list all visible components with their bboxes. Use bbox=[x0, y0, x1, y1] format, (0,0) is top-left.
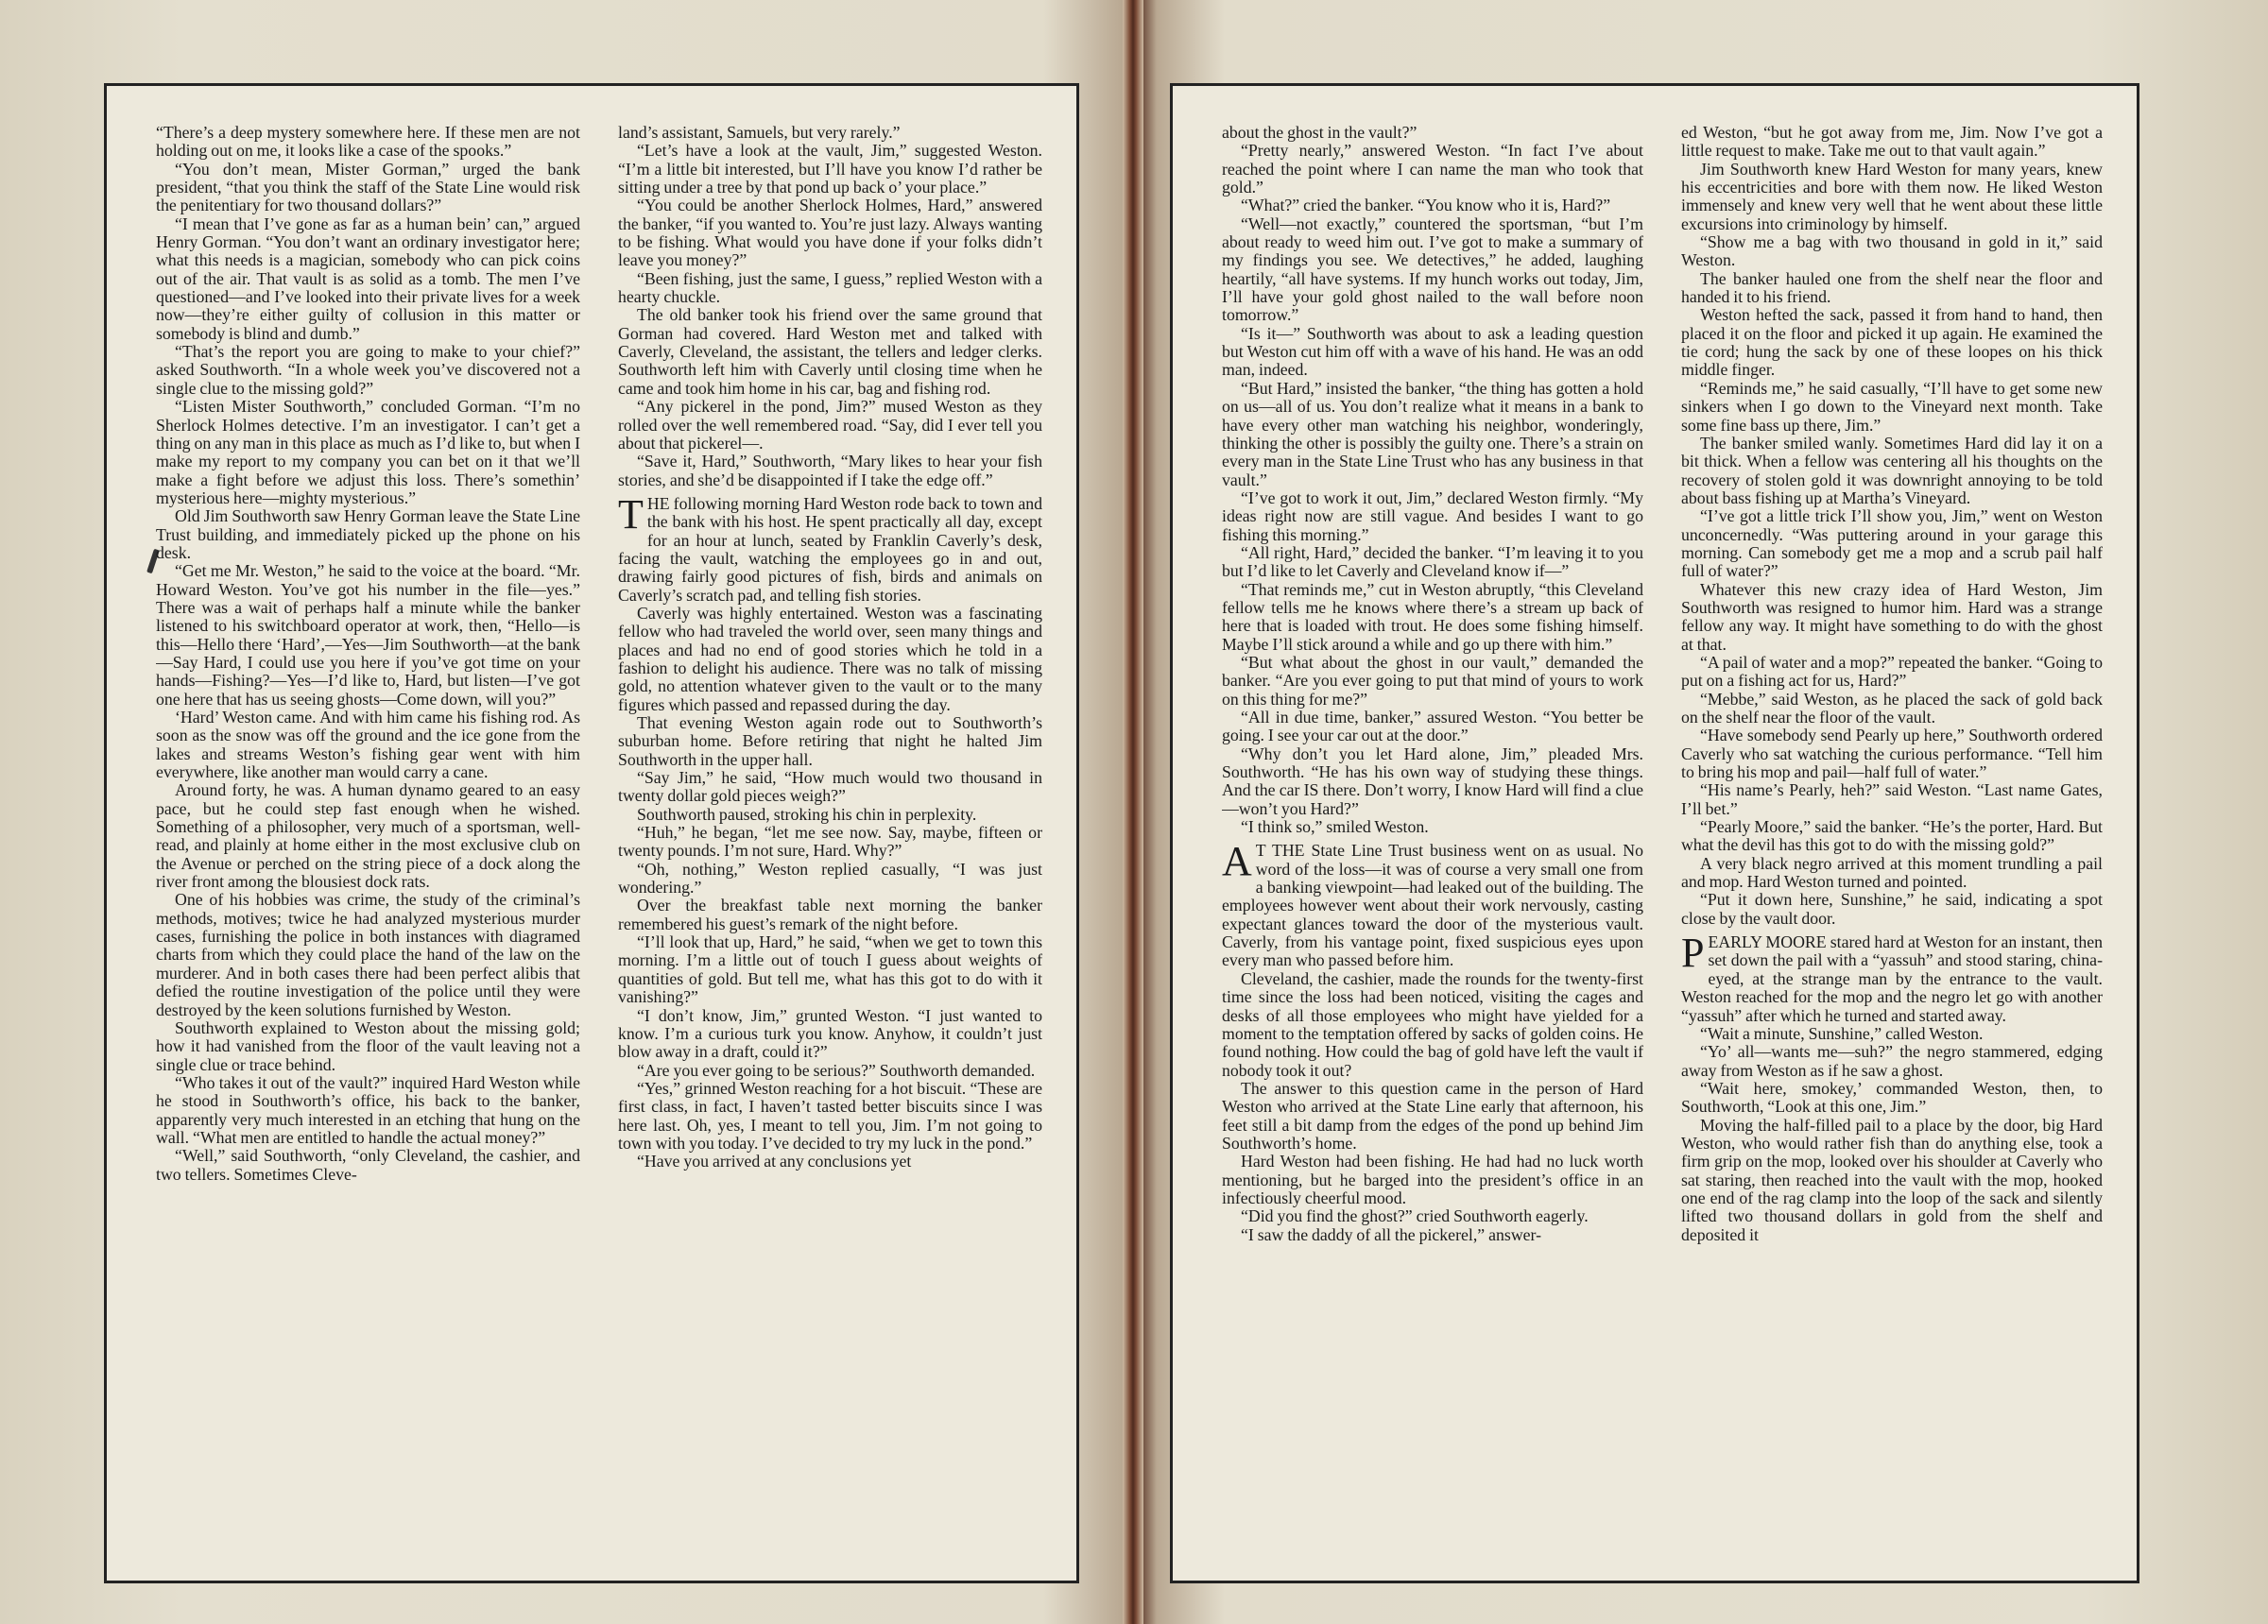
paragraph: “Been fishing, just the same, I guess,” replied Weston with a hearty chuckle. bbox=[618, 268, 1042, 307]
paragraph: Weston hefted the sack, passed it from hand to hand, then placed it on the floor and picked it up again. He examined the tie cord; hung the sack by one of these loopes on his thick middle finger. bbox=[1681, 305, 2103, 380]
paragraph: AT THE State Line Trust business went on as usual. No word of the loss—it was of course a very small one from a banking viewpoint—had leaked out of the building. The employees however went about their work nervously, casting expectant glances toward the door of the mysterious vault. Caverly, from his vantage point, fixed suspicious eyes upon every man who passed before him. bbox=[1222, 838, 1643, 970]
paragraph: “Save it, Hard,” Southworth, “Mary likes to hear your fish stories, and she’d be disappointed if I take the edge off.” bbox=[618, 452, 1042, 489]
left-page-column-1 bbox=[156, 124, 580, 1560]
paragraph: “Mebbe,” said Weston, as he placed the sack of gold back on the shelf near the floor of the vault. bbox=[1681, 689, 2103, 727]
book-gutter bbox=[1123, 0, 1143, 1624]
right-page bbox=[1170, 83, 2139, 1583]
right-page-columns bbox=[1222, 124, 2103, 1560]
paragraph: “Show me a bag with two thousand in gold in it,” said Weston. bbox=[1681, 232, 2103, 270]
paragraph: “I’ve got a little trick I’ll show you, Jim,” went on Weston unconcernedly. “Was puttering around in your garage this morning. Can somebody get me a mop and a scrub pail half full of water?” bbox=[1681, 506, 2103, 581]
paragraph: The banker hauled one from the shelf near the floor and handed it to his friend. bbox=[1681, 268, 2103, 307]
paragraph: “That’s the report you are going to make to your chief?” asked Southworth. “In a whole week you’ve discovered not a single clue to the missing gold?” bbox=[156, 342, 580, 398]
paragraph: “Wait here, smokey,’ commanded Weston, then, to Southworth, “Look at this one, Jim.” bbox=[1681, 1078, 2103, 1117]
paragraph: The banker smiled wanly. Sometimes Hard did lay it on a bit thick. When a fellow was centering all his thoughts on the recovery of stolen gold it was downright annoying to be told about bass fishing up at Martha’s Vineyard. bbox=[1681, 433, 2103, 507]
paragraph: ‘Hard’ Weston came. And with him came his fishing rod. As soon as the snow was off the ground and the ice gone from the lakes and streams Weston’s fishing gear went with him everywhere, like another man would carry a cane. bbox=[156, 708, 580, 782]
paragraph: “I think so,” smiled Weston. bbox=[1241, 817, 1429, 837]
paragraph: “Huh,” he began, “let me see now. Say, maybe, fifteen or twenty pounds. I’m not sure, Hard. Why?” bbox=[618, 823, 1042, 861]
paragraph: Around forty, he was. A human dynamo geared to an easy pace, but he could step fast enough when he wished. Something of a philosopher, very much of a sportsman, well-read, and plainly at home either in the most exclusive club on the Avenue or perched on the string piece of a dock along the river front among the blousiest dock rats. bbox=[156, 780, 580, 892]
paragraph: “But Hard,” insisted the banker, “the thing has gotten a hold on us—all of us. You don’t realize what it means in a bank to have every other man watching his neighbor, wonderingly, thinking the other is possibly the guilty one. There’s a strain on every man in the State Line Trust who has any business in that vault.” bbox=[1222, 378, 1643, 489]
paragraph: “Are you ever going to be serious?” Southworth demanded. bbox=[637, 1060, 1036, 1080]
paragraph: The old banker took his friend over the same ground that Gorman had covered. Hard Weston met and talked with Caverly, Cleveland, the assistant, the tellers and ledger clerks. Southworth left him with Caverly until closing time when he came and took him home in his car, bag and fishing rod. bbox=[618, 305, 1042, 398]
paragraph: THE following morning Hard Weston rode back to town and the bank with his host. He spent practically all day, except for an hour at lunch, seated by Franklin Caverly’s desk, facing the vault, watching the employees go in and out, drawing fairly good pictures of fish, birds and animals on Caverly’s scratch pad, and telling fish stories. bbox=[618, 490, 1042, 605]
paragraph: “Let’s have a look at the vault, Jim,” suggested Weston. “I’m a little bit interested, but I’ll have you know I’d rather be sitting under a tree by that pond up back o’ your place.” bbox=[618, 141, 1042, 197]
paragraph: Moving the half-filled pail to a place by the door, big Hard Weston, who would rather fish than do anything else, took a firm grip on the mop, looked over his shoulder at Caverly who sat staring, then reached into the vault with the mop, hooked one end of the rag clamp into the loop of the sack and silently lifted two thousand dollars in gold from the shelf and deposited it bbox=[1681, 1115, 2103, 1244]
paragraph: Southworth paused, stroking his chin in perplexity. bbox=[637, 804, 977, 824]
paragraph: “Well,” said Southworth, “only Cleveland, the cashier, and two tellers. Sometimes Cleve- bbox=[156, 1146, 580, 1184]
paragraph: “I mean that I’ve gone as far as a human bein’ can,” argued Henry Gorman. “You don’t want an ordinary investigator here; what this needs is a magician, somebody who can pick coins out of the air. That vault is as solid as a tomb. The men I’ve questioned—and I’ve looked into their private lives for a week now—they’re either guilty of collusion in this matter or somebody is blind and dumb.” bbox=[156, 214, 580, 343]
paragraph: “What?” cried the banker. “You know who it is, Hard?” bbox=[1241, 196, 1611, 215]
paragraph: “Is it—” Southworth was about to ask a leading question but Weston cut him off with a wave of his hand. He was an odd man, indeed. bbox=[1222, 323, 1643, 380]
paragraph: “Put it down here, Sunshine,” he said, indicating a spot close by the vault door. bbox=[1681, 890, 2103, 928]
paragraph: “Yo’ all—wants me—suh?” the negro stammered, edging away from Weston as if he saw a ghost. bbox=[1681, 1042, 2103, 1080]
paragraph: The answer to this question came in the person of Hard Weston who arrived at the State Line early that afternoon, his feet still a bit damp from the edges of the pond up behind Jim Southworth’s home. bbox=[1222, 1078, 1643, 1153]
left-page-column-2 bbox=[618, 124, 1042, 1560]
paragraph: Over the breakfast table next morning the banker remembered his guest’s remark of the night before. bbox=[618, 896, 1042, 933]
paragraph: Hard Weston had been fishing. He had had no luck worth mentioning, but he barged into the president’s office in an infectiously cheerful mood. bbox=[1222, 1152, 1643, 1207]
paragraph: “Have somebody send Pearly up here,” Southworth ordered Caverly who sat watching the curious performance. “Tell him to bring his mop and pail—half full of water.” bbox=[1681, 726, 2103, 782]
left-page bbox=[104, 83, 1079, 1583]
paragraph: land’s assistant, Samuels, but very rarely.” bbox=[618, 124, 901, 142]
paragraph: “Get me Mr. Weston,” he said to the voice at the board. “Mr. Howard Weston. You’ve got his number in the file—yes.” There was a wait of perhaps half a minute while the banker listened to his switchboard operator at work, then, “Hello—is this—Hello there ‘Hard’,—Yes—Jim Southworth—at the bank—Say Hard, I could use you here if you’ve got time on your hands—Fishing?—Yes—I’d like to, Hard, but listen—I’ve got one here that has us seeing ghosts—Come down, will you?” bbox=[156, 561, 580, 709]
right-page-column-2 bbox=[1681, 124, 2103, 1560]
paragraph: Whatever this new crazy idea of Hard Weston, Jim Southworth was resigned to humor him. Hard was a strange fellow any way. It might have something to do with the ghost at that. bbox=[1681, 579, 2103, 654]
right-page-column-1 bbox=[1222, 124, 1643, 1560]
paragraph: “All in due time, banker,” assured Weston. “You better be going. I see your car out at the door.” bbox=[1222, 708, 1643, 745]
paragraph: “There’s a deep mystery somewhere here. If these men are not holding out on me, it looks like a case of the spooks.” bbox=[156, 124, 580, 161]
paragraph: “Well—not exactly,” countered the sportsman, “but I’m about ready to weed him out. I’ve got to make a summary of my findings you see. We detectives,” he added, laughing heartily, “all have systems. If my hunch works out today, Jim, I’ll have your gold ghost nailed to the wall before noon tomorrow.” bbox=[1222, 214, 1643, 325]
paragraph: “Reminds me,” he said casually, “I’ll have to get some new sinkers when I go down to the Vineyard next month. Take some fine bass up there, Jim.” bbox=[1681, 378, 2103, 435]
paragraph: “Yes,” grinned Weston reaching for a hot biscuit. “These are first class, in fact, I haven’t tasted better biscuits since I was here last. Oh, yes, I meant to tell you, Jim. I’m not going to town with you today. I’ve decided to try my luck in the pond.” bbox=[618, 1078, 1042, 1153]
paragraph: “You don’t mean, Mister Gorman,” urged the bank president, “that you think the staff of the State Line would risk the penitentiary for two thousand dollars?” bbox=[156, 159, 580, 215]
paragraph: “Have you arrived at any conclusions yet bbox=[637, 1152, 912, 1171]
paragraph: “I saw the daddy of all the pickerel,” answer- bbox=[1241, 1224, 1542, 1244]
paragraph: “Did you find the ghost?” cried Southworth eagerly. bbox=[1241, 1206, 1589, 1226]
paragraph: Cleveland, the cashier, made the rounds for the twenty-first time since the loss had been noticed, visiting the cages and desks of all those employees who might have yielded for a moment to the temptation offered by sacks of golden coins. He found nothing. How could the bag of gold have left the vault if nobody took it out? bbox=[1222, 968, 1643, 1080]
paragraph: “Oh, nothing,” Weston replied casually, “I was just wondering.” bbox=[618, 859, 1042, 897]
paragraph: “I’ll look that up, Hard,” he said, “when we get to town this morning. I’m a little out of touch I guess about weights of quantities of gold. But tell me, what has this got to do with it vanishing?” bbox=[618, 932, 1042, 1007]
paragraph: That evening Weston again rode out to Southworth’s suburban home. Before retiring that night he halted Jim Southworth in the upper hall. bbox=[618, 713, 1042, 769]
paragraph: Jim Southworth knew Hard Weston for many years, knew his eccentricities and bore with them now. He liked Weston immensely and knew very well that he went about these little excursions into criminology by himself. bbox=[1681, 159, 2103, 233]
paragraph: about the ghost in the vault?” bbox=[1222, 124, 1418, 142]
paragraph: “Say Jim,” he said, “How much would two thousand in twenty dollar gold pieces weigh?” bbox=[618, 768, 1042, 806]
paragraph: “Why don’t you let Hard alone, Jim,” pleaded Mrs. Southworth. “He has his own way of studying these things. And the car IS there. Don’t worry, I know Hard will find a clue—won’t you Hard?” bbox=[1222, 744, 1643, 818]
paragraph: PEARLY MOORE stared hard at Weston for an instant, then set down the pail with a “yassuh” and stood staring, china-eyed, at the strange man by the entrance to the vault. Weston reached for the mop and the negro let go with another “yassuh” after which he turned and started away. bbox=[1681, 930, 2103, 1025]
paragraph: “That reminds me,” cut in Weston abruptly, “this Cleveland fellow tells me he knows where there’s a stream up back of here that is loaded with trout. He does some fishing himself. Maybe I’ll stick around a while and go up there with him.” bbox=[1222, 579, 1643, 654]
paragraph: “All right, Hard,” decided the banker. “I’m leaving it to you but I’d like to let Caverly and Cleveland know if—” bbox=[1222, 542, 1643, 581]
paragraph: One of his hobbies was crime, the study of the criminal’s methods, motives; twice he had analyzed mysterious murder cases, furnishing the police in both instances with diagramed charts from which they could place the hand of the law on the murderer. And in both cases there had been perfect alibis that defied the routine investigation of the police until they were destroyed by the keen solutions furnished by Weston. bbox=[156, 890, 580, 1019]
paragraph: “Pearly Moore,” said the banker. “He’s the porter, Hard. But what the devil has this got to do with the missing gold?” bbox=[1681, 817, 2103, 855]
paragraph: “Pretty nearly,” answered Weston. “In fact I’ve about reached the point where I can name the man who took that gold.” bbox=[1222, 141, 1643, 197]
paragraph: “But what about the ghost in our vault,” demanded the banker. “Are you ever going to put that mind of yours to work on this thing for me?” bbox=[1222, 652, 1643, 709]
paragraph: “Listen Mister Southworth,” concluded Gorman. “I’m no Sherlock Holmes detective. I’m an investigator. I can’t get a thing on any man in this place as much as I’d like to, but when I make my report to my company you can bet on it that we’ll make a fight before we adjust this loss. There’s somethin’ mysterious here—mighty mysterious.” bbox=[156, 397, 580, 507]
paragraph: A very black negro arrived at this moment trundling a pail and mop. Hard Weston turned and pointed. bbox=[1681, 853, 2103, 892]
paragraph: ed Weston, “but he got away from me, Jim. Now I’ve got a little request to make. Take me out to that vault again.” bbox=[1681, 124, 2103, 161]
left-page-columns bbox=[156, 124, 1042, 1560]
paragraph: “I don’t know, Jim,” grunted Weston. “I just wanted to know. I’m a curious turk you know. Anyhow, it couldn’t just blow away in a draft, could it?” bbox=[618, 1005, 1042, 1062]
paragraph: “You could be another Sherlock Holmes, Hard,” answered the banker, “if you wanted to. You’re just lazy. Always wanting to be fishing. What would you have done if your folks didn’t leave you money?” bbox=[618, 196, 1042, 270]
paragraph: “I’ve got to work it out, Jim,” declared Weston firmly. “My ideas right now are still vague. And besides I want to go fishing this morning.” bbox=[1222, 487, 1643, 544]
paragraph: Southworth explained to Weston about the missing gold; how it had vanished from the floor of the vault leaving not a single clue or trace behind. bbox=[156, 1017, 580, 1074]
paragraph: “Who takes it out of the vault?” inquired Hard Weston while he stood in Southworth’s office, his back to the banker, apparently very much interested in an etching that hung on the wall. “What men are entitled to handle the actual money?” bbox=[156, 1072, 580, 1147]
paragraph: “Any pickerel in the pond, Jim?” mused Weston as they rolled over the well remembered road. “Say, did I ever tell you about that pickerel—. bbox=[618, 397, 1042, 453]
paragraph: “Wait a minute, Sunshine,” called Weston. bbox=[1700, 1023, 1984, 1043]
paragraph: Caverly was highly entertained. Weston was a fascinating fellow who had traveled the world over, seen many things and places and had no end of good stories which he told in a fashion to delight his audience. There was no talk of missing gold, no attention whatever given to the vault or to the many figures which passed and repassed during the day. bbox=[618, 603, 1042, 714]
paragraph: “His name’s Pearly, heh?” said Weston. “Last name Gates, I’ll bet.” bbox=[1681, 780, 2103, 818]
paragraph: Old Jim Southworth saw Henry Gorman leave the State Line Trust building, and immediately picked up the phone on his desk. bbox=[156, 506, 580, 562]
paragraph: “A pail of water and a mop?” repeated the banker. “Going to put on a fishing act for us, Hard?” bbox=[1681, 652, 2103, 691]
